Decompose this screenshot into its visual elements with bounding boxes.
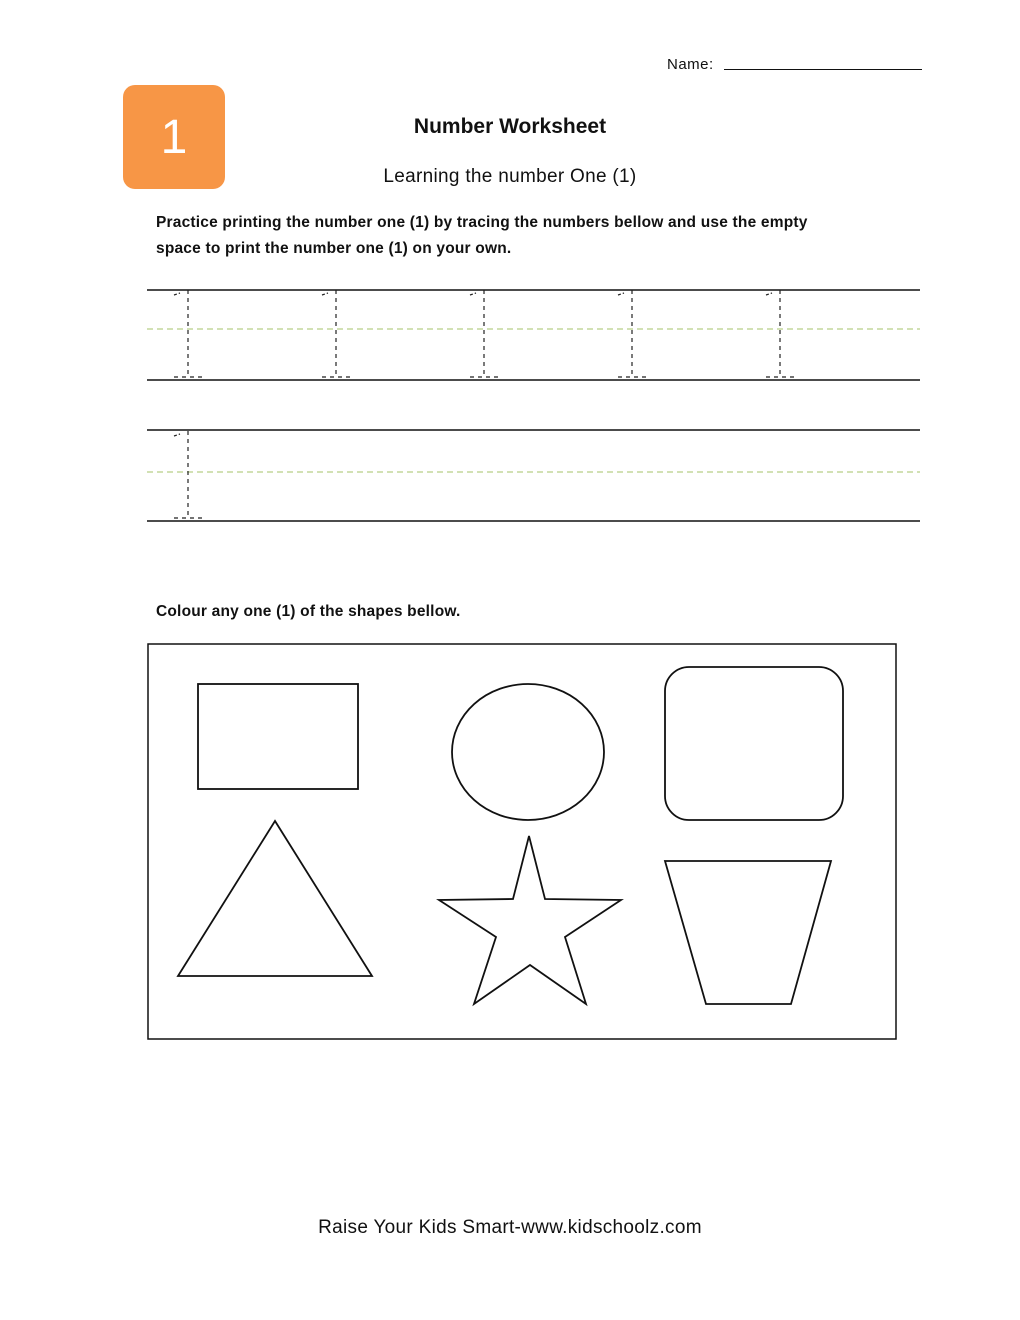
tracing-row-1[interactable] (147, 290, 920, 380)
trace-flag-stroke (618, 293, 624, 295)
rectangle-shape[interactable] (198, 684, 358, 789)
trace-number-one[interactable] (322, 290, 352, 377)
instruction-line-2: space to print the number one (1) on your own. (156, 240, 512, 257)
circle-shape[interactable] (452, 684, 604, 820)
trace-number-one[interactable] (470, 290, 500, 377)
tracing-area[interactable] (0, 280, 1020, 540)
page-title: Number Worksheet (413, 115, 607, 138)
footer-text: Raise Your Kids Smart-www.kidschoolz.com (318, 1217, 702, 1238)
trace-number-one[interactable] (174, 431, 204, 518)
name-label: Name: (667, 56, 714, 73)
trace-flag-stroke (322, 293, 328, 295)
triangle-shape[interactable] (178, 821, 372, 976)
trace-flag-stroke (174, 434, 180, 436)
trace-flag-stroke (174, 293, 180, 295)
tracing-instructions (156, 210, 856, 262)
page-subtitle: Learning the number One (1) (383, 166, 637, 187)
trace-flag-stroke (766, 293, 772, 295)
shapes-instruction: Colour any one (1) of the shapes bellow. (156, 603, 461, 620)
star-shape[interactable] (439, 836, 621, 1004)
rounded-square-shape[interactable] (665, 667, 843, 820)
instruction-line-1: Practice printing the number one (1) by tracing the numbers bellow and use the empty (156, 214, 808, 231)
trace-flag-stroke (470, 293, 476, 295)
name-field-line[interactable] (724, 69, 922, 70)
trapezoid-shape[interactable] (665, 861, 831, 1004)
trace-number-one[interactable] (174, 290, 204, 377)
tracing-row-2[interactable] (147, 430, 920, 521)
shapes-box (0, 640, 1020, 1050)
trace-number-one[interactable] (618, 290, 648, 377)
trace-number-one[interactable] (766, 290, 796, 377)
badge-number: 1 (160, 110, 188, 164)
